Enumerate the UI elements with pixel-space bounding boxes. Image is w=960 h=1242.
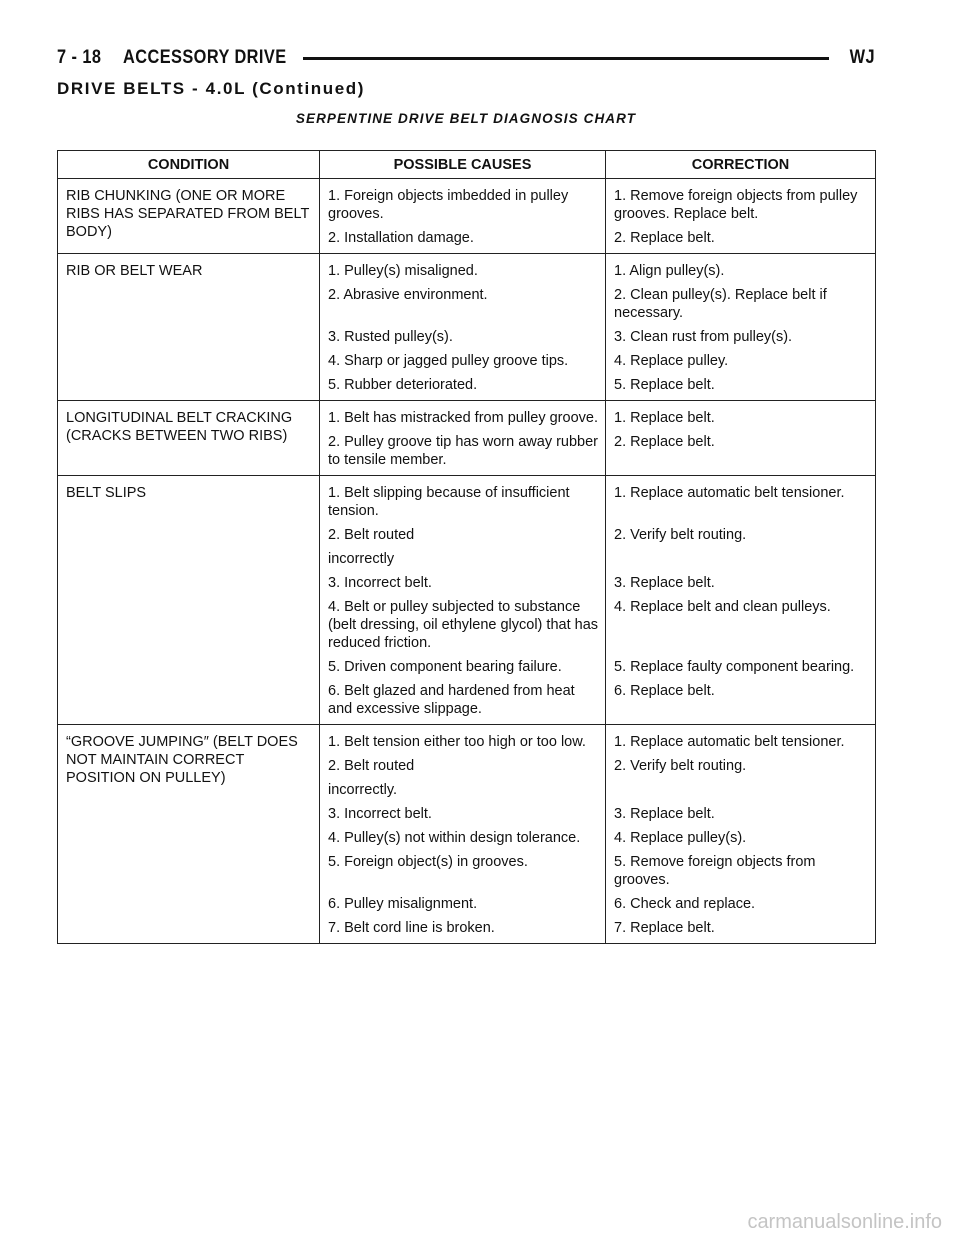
cause-cell [320, 179, 606, 254]
cause-item: 4. Belt or pulley subjected to substance (belt dressing, oil ethylene glycol) that has reduced friction. [328, 599, 599, 651]
cause-item: incorrectly. [328, 782, 398, 798]
correction-item: 2. Replace belt. [614, 434, 715, 450]
cause-item: 4. Pulley(s) not within design tolerance. [328, 830, 581, 846]
cause-item: 4. Sharp or jagged pulley groove tips. [328, 353, 569, 369]
column-header-condition: CONDITION [58, 151, 320, 179]
condition-cell [58, 179, 320, 254]
correction-item: 3. Clean rust from pulley(s). [614, 329, 793, 345]
condition-cell [58, 725, 320, 944]
section-heading: DRIVE BELTS - 4.0L (Continued) [57, 79, 366, 98]
condition-text: LONGITUDINAL BELT CRACKING (CRACKS BETWEEN TWO RIBS) [66, 410, 293, 444]
cause-item: 2. Abrasive environment. [328, 287, 488, 303]
cause-item: 2. Belt routed [328, 758, 415, 774]
condition-text: “GROOVE JUMPING″ (BELT DOES NOT MAINTAIN CORRECT POSITION ON PULLEY) [66, 734, 298, 786]
correction-cell [606, 725, 876, 944]
correction-item: 2. Replace belt. [614, 230, 715, 246]
diagnosis-table [57, 150, 876, 944]
table-body [58, 179, 876, 944]
table-header-row [58, 151, 876, 179]
cause-item: 6. Belt glazed and hardened from heat and excessive slippage. [328, 683, 575, 717]
cause-item: 6. Pulley misalignment. [328, 896, 478, 912]
correction-item: 5. Replace faulty component bearing. [614, 659, 855, 675]
cause-item: 5. Rubber deteriorated. [328, 377, 478, 393]
column-header-causes: POSSIBLE CAUSES [320, 151, 606, 179]
table-row [58, 476, 876, 725]
condition-cell [58, 254, 320, 401]
correction-item: 6. Check and replace. [614, 896, 756, 912]
correction-item: 6. Replace belt. [614, 683, 715, 699]
correction-item: 5. Remove foreign objects from grooves. [614, 854, 816, 888]
page-number: 7 - 18 [57, 47, 102, 68]
correction-cell [606, 401, 876, 476]
condition-text: RIB CHUNKING (ONE OR MORE RIBS HAS SEPARATED FROM BELT BODY) [66, 188, 310, 240]
correction-item: 2. Verify belt routing. [614, 527, 747, 543]
correction-item: 3. Replace belt. [614, 806, 715, 822]
correction-item: 1. Replace belt. [614, 410, 715, 426]
cause-item: 5. Foreign object(s) in grooves. [328, 854, 528, 870]
cause-item: 1. Belt tension either too high or too low. [328, 734, 586, 750]
cause-item: 1. Foreign objects imbedded in pulley grooves. [328, 188, 569, 222]
correction-item: 1. Replace automatic belt tensioner. [614, 485, 845, 501]
correction-item: 2. Verify belt routing. [614, 758, 747, 774]
cause-cell [320, 725, 606, 944]
correction-item: 1. Replace automatic belt tensioner. [614, 734, 845, 750]
cause-cell [320, 254, 606, 401]
correction-item: 4. Replace pulley. [614, 353, 729, 369]
cause-cell [320, 401, 606, 476]
header-rule [303, 57, 829, 60]
correction-cell [606, 476, 876, 725]
table-row [58, 725, 876, 944]
condition-text: RIB OR BELT WEAR [66, 263, 203, 279]
cause-item: incorrectly [328, 551, 395, 567]
model-code: WJ [849, 47, 875, 68]
correction-item: 3. Replace belt. [614, 575, 715, 591]
correction-item: 2. Clean pulley(s). Replace belt if necessary. [614, 287, 827, 321]
cause-item: 2. Installation damage. [328, 230, 474, 246]
cause-item: 7. Belt cord line is broken. [328, 920, 495, 936]
correction-item [614, 550, 871, 568]
section-name: ACCESSORY DRIVE [122, 47, 287, 68]
correction-cell [606, 179, 876, 254]
cause-item: 2. Belt routed [328, 527, 415, 543]
table-row [58, 401, 876, 476]
correction-item: 5. Replace belt. [614, 377, 715, 393]
cause-item: 3. Incorrect belt. [328, 806, 432, 822]
cause-item: 1. Belt has mistracked from pulley groove. [328, 410, 598, 426]
correction-item [614, 781, 871, 799]
cause-item: 3. Incorrect belt. [328, 575, 432, 591]
correction-item: 7. Replace belt. [614, 920, 715, 936]
cause-item: 1. Pulley(s) misaligned. [328, 263, 478, 279]
condition-cell [58, 401, 320, 476]
correction-cell [606, 254, 876, 401]
cause-cell [320, 476, 606, 725]
cause-item: 2. Pulley groove tip has worn away rubber to tensile member. [328, 434, 599, 468]
table-row [58, 179, 876, 254]
condition-text: BELT SLIPS [66, 485, 147, 501]
page-header-left [57, 47, 303, 69]
column-header-correction: CORRECTION [606, 151, 876, 179]
correction-item: 1. Align pulley(s). [614, 263, 725, 279]
table-row [58, 254, 876, 401]
condition-cell [58, 476, 320, 725]
correction-item: 4. Replace pulley(s). [614, 830, 747, 846]
cause-item: 5. Driven component bearing failure. [328, 659, 562, 675]
cause-item: 1. Belt slipping because of insufficient tension. [328, 485, 570, 519]
chart-title: SERPENTINE DRIVE BELT DIAGNOSIS CHART [295, 111, 637, 126]
cause-item: 3. Rusted pulley(s). [328, 329, 453, 345]
correction-item: 4. Replace belt and clean pulleys. [614, 599, 831, 615]
correction-item: 1. Remove foreign objects from pulley grooves. Replace belt. [614, 188, 858, 222]
watermark: carmanualsonline.info [747, 1211, 942, 1233]
page-header [57, 45, 875, 71]
